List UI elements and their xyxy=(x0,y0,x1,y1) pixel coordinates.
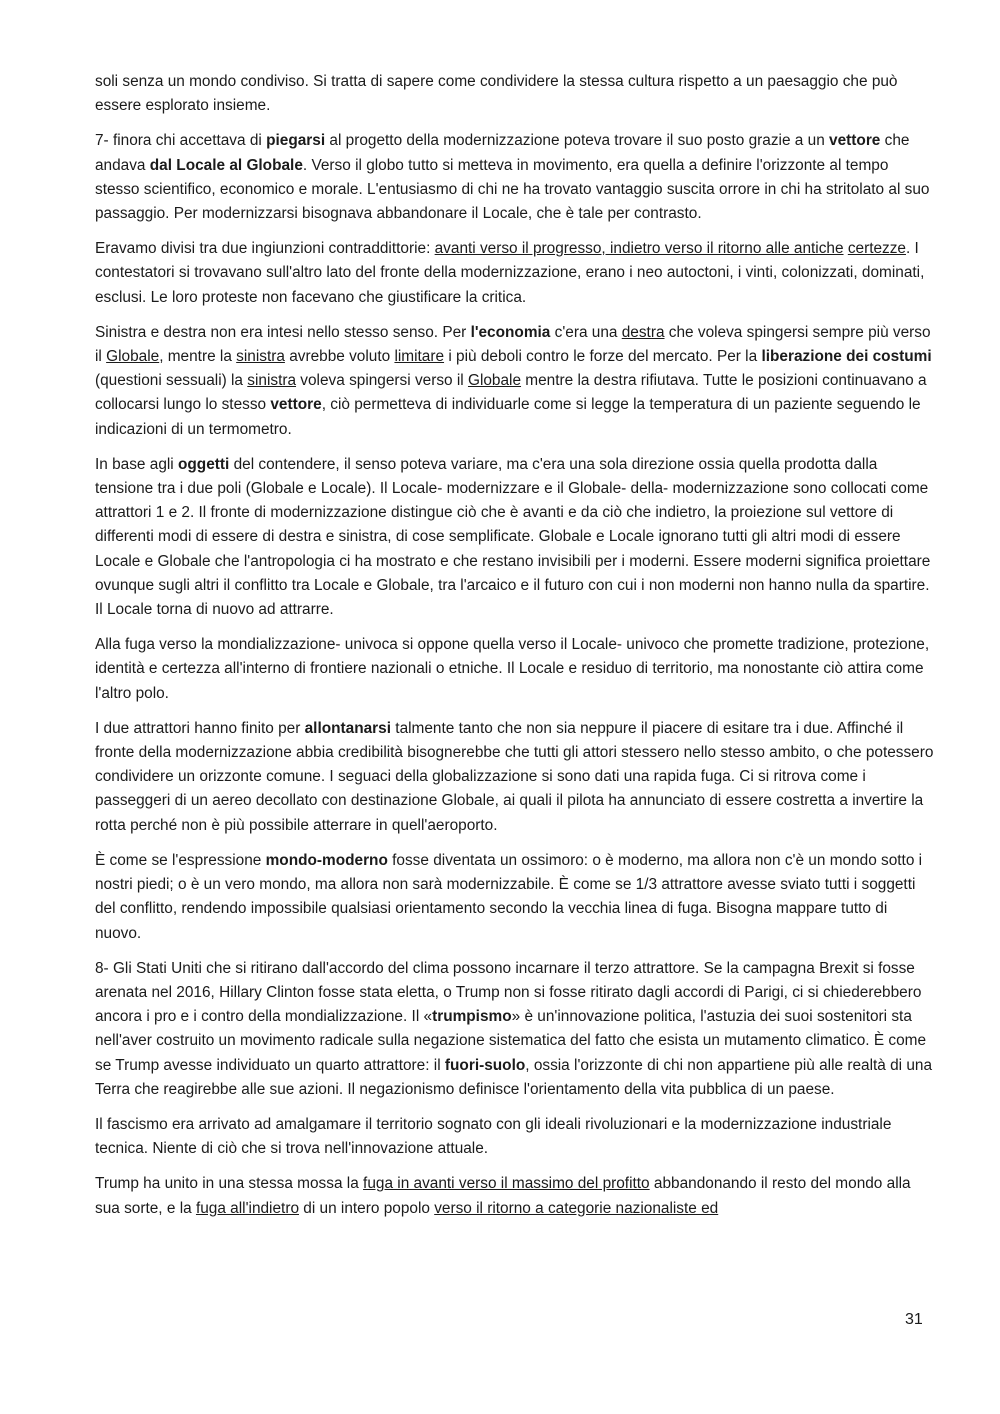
text-run: (questioni sessuali) la xyxy=(95,372,248,390)
paragraph xyxy=(95,633,935,706)
text-run: che voleva spingersi sempre più verso il xyxy=(95,323,931,366)
underlined-text: sinistra xyxy=(247,372,297,390)
bold-text: mondo-moderno xyxy=(265,851,388,869)
underlined-text: sinistra xyxy=(236,348,285,366)
text-run: talmente tanto che non sia neppure il piacere di esitare tra i due. Affinché il fronte della modernizzazione abbia credibilità bisognerebbe che tutti gli attori stessero nello stesso ambito, o che potessero condividere un orizzonte comune. I seguaci della globalizzazione si sono dati una rapida fuga. Ci si ritrova come i passeggeri di un aereo decollato con destinazione Globale, ai quali il pilota ha annunciato di essere costretta a invertire la rotta perché non è più possibile atterrare in quell'aeroporto. xyxy=(95,719,934,834)
text-run: Sinistra e destra non era intesi nello stesso senso. Per xyxy=(95,323,471,341)
document-body xyxy=(95,70,935,1232)
text-run: fosse diventata un ossimoro: o è moderno, ma allora non c'è un mondo sotto i nostri piedi; o è un vero mondo, ma allora non sarà modernizzabile. È come se 1/3 attrattore avesse sviato tutti i soggetti del conflitto, rendendo impossibile qualsiasi orientamento secondo la vecchia linea di fuga. Bisogna mappare tutto di nuovo. xyxy=(95,851,923,942)
underlined-text: limitare xyxy=(394,348,445,366)
text-run: È come se l'espressione xyxy=(95,851,266,869)
text-run: Il fascismo era arrivato ad amalgamare il territorio sognato con gli ideali rivoluzionari e la modernizzazione industriale tecnica. Niente di ciò che si trova nell'innovazione attuale. xyxy=(95,1115,892,1158)
paragraph xyxy=(95,1172,935,1220)
paragraph xyxy=(95,957,935,1102)
text-run: , ciò permetteva di individuarle come si legge la temperatura di un paziente seguendo le indicazioni di un termometro. xyxy=(95,396,921,438)
text-run: abbandonando il resto del mondo alla sua sorte, e la xyxy=(95,1175,911,1217)
text-run: al progetto della modernizzazione poteva trovare il suo posto grazie a un xyxy=(325,132,830,150)
text-run: Eravamo divisi tra due ingiunzioni contraddittorie: xyxy=(95,240,435,258)
bold-text: piegarsi xyxy=(266,132,326,150)
text-run: mentre la destra rifiutava. Tutte le posizioni continuavano a collocarsi lungo lo stesso xyxy=(95,372,927,414)
text-run: del contendere, il senso poteva variare, ma c'era una sola direzione ossia quella prodotta dalla tensione tra i due poli (Globale e Locale). Il Locale- modernizzare e il Globale- della- modernizzazione sono collocati come attrattori 1 e 2. Il fronte di modernizzazione distingue ciò che è avanti e da ciò che indietro, la proiezione sul vettore di differenti modi di essere di destra e sinistra, di cose semplificate. Globale e Locale ignorano tutti gli altri modi di essere Locale e Globale che l'antropologia ci ha mostrato e che restano invisibili per i moderni. Essere moderni significa proiettare ovunque sugli altri il conflitto tra Locale e Globale, tra l'arcaico e il futuro con cui i non moderni non hanno nulla da spartire. Il Locale torna di nuovo ad attrarre. xyxy=(95,455,931,619)
bold-text: vettore xyxy=(270,396,322,414)
paragraph xyxy=(95,321,935,442)
text-run: I due attrattori hanno finito per xyxy=(95,719,305,737)
underlined-text: Globale xyxy=(106,348,160,366)
paragraph xyxy=(95,237,935,310)
underlined-text: fuga in avanti verso il massimo del profitto xyxy=(363,1175,650,1193)
underlined-text: avanti verso il progresso, indietro verso il ritorno alle antiche xyxy=(434,240,844,258)
text-run: voleva spingersi verso il xyxy=(296,372,468,390)
text-run: , mentre la xyxy=(159,348,237,366)
bold-text: vettore xyxy=(829,132,881,150)
text-run: , ossia l'orizzonte di chi non appartiene più alle realtà di una Terra che reagirebbe alle sue azioni. Il negazionismo definisce l'orientamento della vita pubblica di un paese. xyxy=(95,1056,933,1098)
text-run: In base agli xyxy=(95,455,178,473)
text-run: 8- Gli Stati Uniti che si ritirano dall'accordo del clima possono incarnare il terzo attrattore. Se la campagna Brexit si fosse arenata nel 2016, Hillary Clinton fosse stata eletta, o Trump non si fosse ritirato dagli accordi di Parigi, ci si chiederebbero ancora i pro e i contro della mondializzazione. Il « xyxy=(95,959,922,1026)
paragraph xyxy=(95,849,935,946)
text-run: i più deboli contro le forze del mercato. Per la xyxy=(444,348,762,366)
underlined-text: fuga all'indietro xyxy=(195,1199,299,1217)
text-run: soli senza un mondo condiviso. Si tratta di sapere come condividere la stessa cultura rispetto a un paesaggio che può essere esplorato insieme. xyxy=(95,73,898,115)
bold-text: oggetti xyxy=(178,455,230,473)
paragraph xyxy=(95,453,935,622)
bold-text: l'economia xyxy=(470,323,551,341)
underlined-text: certezze xyxy=(847,240,906,258)
text-run: di un intero popolo xyxy=(299,1199,435,1217)
paragraph-list xyxy=(95,70,935,1221)
text-run: avrebbe voluto xyxy=(284,348,395,366)
bold-text: trumpismo xyxy=(432,1008,512,1026)
paragraph xyxy=(95,1113,935,1161)
bold-text: fuori-suolo xyxy=(444,1056,526,1074)
page-number: 31 xyxy=(905,1311,923,1328)
text-run: c'era una xyxy=(550,323,622,341)
underlined-text: verso il ritorno a categorie nazionaliste ed xyxy=(434,1199,719,1217)
bold-text: allontanarsi xyxy=(304,719,392,737)
underlined-text: destra xyxy=(621,323,665,341)
paragraph xyxy=(95,129,935,226)
underlined-text: Globale xyxy=(467,372,522,390)
text-run: Trump ha unito in una stessa mossa la xyxy=(95,1175,364,1193)
text-run: » è un'innovazione politica, l'astuzia dei suoi sostenitori sta nell'aver costruito un movimento radicale sulla negazione sistematica del fatto che esista un mutamento climatico. È come se Trump avesse individuato un quarto attrattore: il xyxy=(95,1008,927,1074)
text-run: . I contestatori si trovavano sull'altro lato del fronte della modernizzazione, erano i neo autoctoni, i vinti, colonizzati, dominati, esclusi. Le loro proteste non facevano che giustificare la critica. xyxy=(95,240,925,306)
paragraph xyxy=(95,70,935,118)
bold-text: dal Locale al Globale xyxy=(149,156,303,174)
text-run: 7- finora chi accettava di xyxy=(95,132,267,150)
text-run: Alla fuga verso la mondializzazione- univoca si oppone quella verso il Locale- univoco che promette tradizione, protezione, identità e certezza all'interno di frontiere nazionali o etniche. Il Locale e residuo di territorio, ma nonostante ciò attira come l'altro polo. xyxy=(95,636,930,702)
text-run: che andava xyxy=(95,132,910,174)
bold-text: liberazione dei costumi xyxy=(761,348,932,366)
paragraph xyxy=(95,717,935,838)
text-run: . Verso il globo tutto si metteva in movimento, era quella a definire l'orizzonte al tempo stesso scientifico, economico e morale. L'entusiasmo di chi ne ha trovato vantaggio suscita orrore in chi ha stritolato al suo passaggio. Per modernizzarsi bisognava abbandonare il Locale, che è tale per contrasto. xyxy=(95,156,930,223)
